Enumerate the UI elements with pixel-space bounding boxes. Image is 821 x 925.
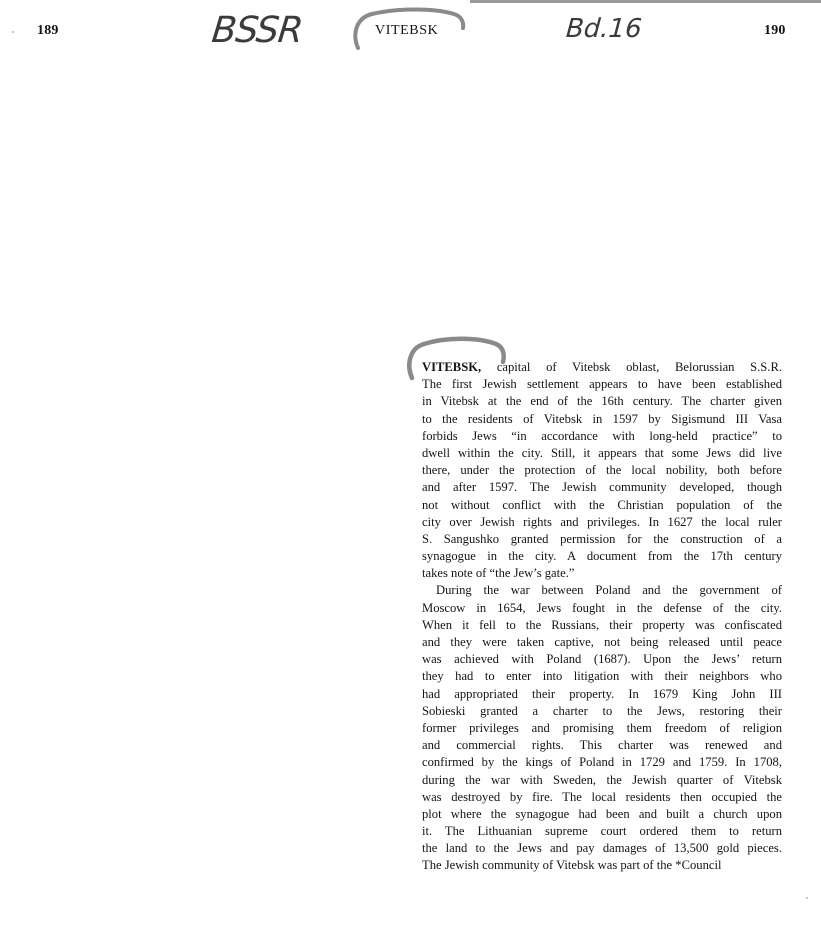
article-line: and commercial rights. This charter was renewed and <box>422 738 782 753</box>
running-head: VITEBSK <box>375 23 439 38</box>
article-line: dwell within the city. Still, it appears that some Jews did live <box>422 445 782 460</box>
article-line: they had to enter into litigation with their neighbors who <box>422 669 782 684</box>
article-line: and after 1597. The Jewish community developed, though <box>422 480 782 495</box>
article-line: city over Jewish rights and privileges. In 1627 the local ruler <box>422 514 782 529</box>
article-line: in Vitebsk at the end of the 16th century. The charter given <box>422 394 782 409</box>
article-line: was destroyed by fire. The local residents then occupied the <box>422 789 782 804</box>
page-number-right: 190 <box>764 23 786 38</box>
article-line: Moscow in 1654, Jews fought in the defense of the city. <box>422 600 782 615</box>
article-line: there, under the protection of the local nobility, both before <box>422 463 782 478</box>
article-line: the land to the Jews and pay damages of 13,500 gold pieces. <box>422 841 782 856</box>
article-line: had appropriated their property. In 1679 King John III <box>422 686 782 701</box>
article-line: was achieved with Poland (1687). Upon the Jews’ return <box>422 652 782 667</box>
article-line: Sobieski granted a charter to the Jews, restoring their <box>422 703 782 718</box>
article-line: S. Sangushko granted permission for the construction of a <box>422 531 782 546</box>
handwritten-note-call-number: Bd.16 <box>564 14 643 44</box>
page-top-edge <box>470 0 821 3</box>
article-first-line-text: capital of Vitebsk oblast, Belorussian S.S.R. <box>481 360 782 374</box>
handwritten-note-bssr: BSSR <box>209 10 305 51</box>
article-line: forbids Jews “in accordance with long-held practice” to <box>422 428 782 443</box>
article-line: confirmed by the kings of Poland in 1729 and 1759. In 1708, <box>422 755 782 770</box>
article-line: former privileges and promising them freedom of religion <box>422 720 782 735</box>
article-line: When it fell to the Russians, their property was confiscated <box>422 617 782 632</box>
article-line: during the war with Sweden, the Jewish quarter of Vitebsk <box>422 772 782 787</box>
article-headword: VITEBSK, <box>422 360 482 374</box>
article-line: to the residents of Vitebsk in 1597 by Sigismund III Vasa <box>422 411 782 426</box>
article-line: The Jewish community of Vitebsk was part of the *Council <box>422 858 722 873</box>
article-paragraph-2 <box>422 582 782 874</box>
scan-speck <box>12 31 14 33</box>
article-line: synagogue in the city. A document from the 17th century <box>422 549 782 564</box>
article-line: During the war between Poland and the government of <box>436 583 782 598</box>
article-line: The first Jewish settlement appears to have been established <box>422 377 782 392</box>
article-line: and they were taken captive, not being released until peace <box>422 635 782 649</box>
article-line: takes note of “the Jew’s gate.” <box>422 566 575 581</box>
page-number-left: 189 <box>37 23 59 38</box>
article-paragraph-1 <box>422 376 782 582</box>
scan-speck <box>806 897 808 899</box>
article-first-line <box>422 359 782 376</box>
article-line: not without conflict with the Christian population of the <box>422 497 782 512</box>
article-line: plot where the synagogue had been and built a church upon <box>422 806 782 821</box>
encyclopedia-article <box>422 359 782 875</box>
article-line: it. The Lithuanian supreme court ordered them to return <box>422 824 782 839</box>
